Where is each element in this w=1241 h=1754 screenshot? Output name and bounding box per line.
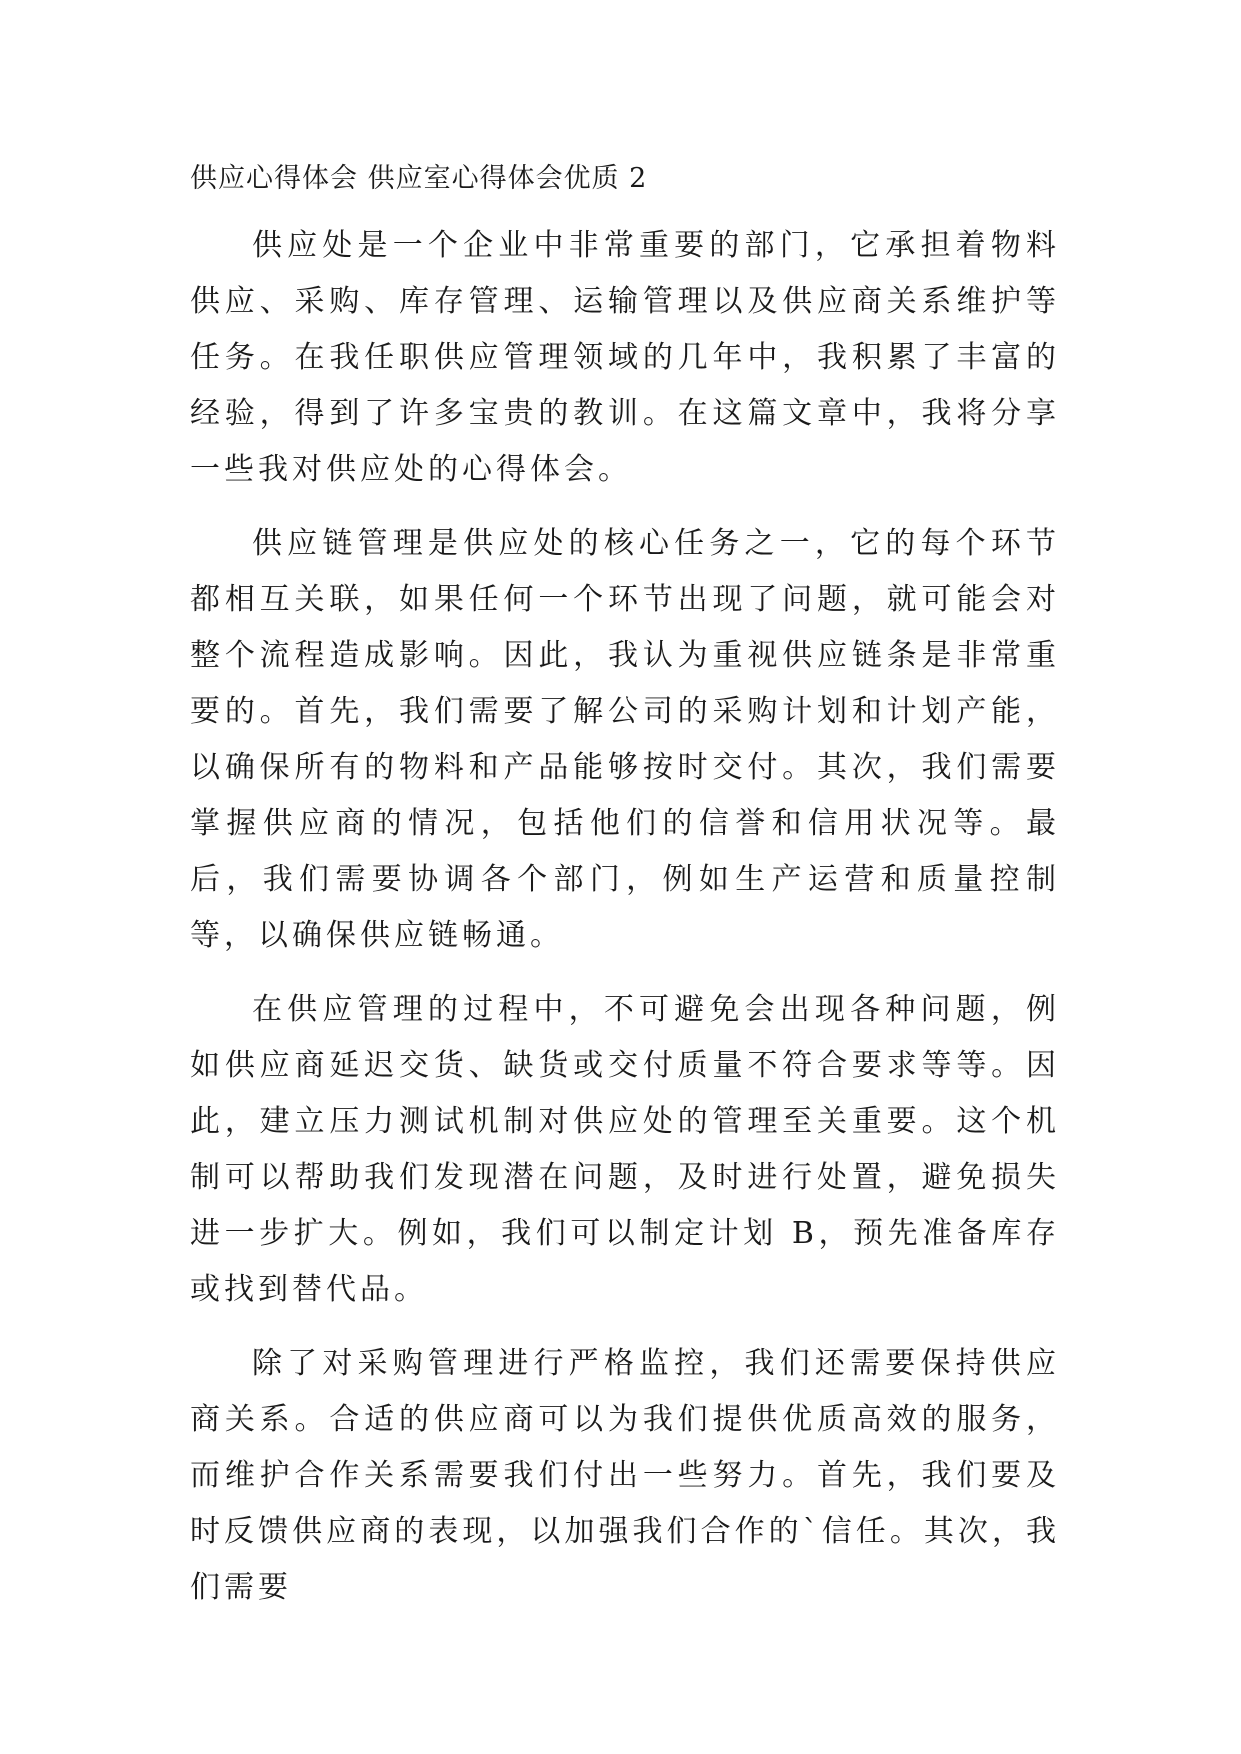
paragraph-3: 在供应管理的过程中，不可避免会出现各种问题，例如供应商延迟交货、缺货或交付质量不符合要求等等。因此，建立压力测试机制对供应处的管理至关重要。这个机制可以帮助我们发现潜在问题，及时进行处置，避免损失进一步扩大。例如，我们可以制定计划 B，预先准备库存或找到替代品。 — [190, 992, 1060, 1307]
paragraph-4: 除了对采购管理进行严格监控，我们还需要保持供应商关系。合适的供应商可以为我们提供优质高效的服务，而维护合作关系需要我们付出一些努力。首先，我们要及时反馈供应商的表现，以加强我们合作的`信任。其次，我们需要 — [190, 1346, 1060, 1605]
document-body — [190, 162, 1060, 1634]
paragraph-2: 供应链管理是供应处的核心任务之一，它的每个环节都相互关联，如果任何一个环节出现了问题，就可能会对整个流程造成影响。因此，我认为重视供应链条是非常重要的。首先，我们需要了解公司的采购计划和计划产能，以确保所有的物料和产品能够按时交付。其次，我们需要掌握供应商的情况，包括他们的信誉和信用状况等。最后，我们需要协调各个部门，例如生产运营和质量控制等，以确保供应链畅通。 — [190, 526, 1060, 953]
paragraph-1: 供应处是一个企业中非常重要的部门，它承担着物料供应、采购、库存管理、运输管理以及供应商关系维护等任务。在我任职供应管理领域的几年中，我积累了丰富的经验，得到了许多宝贵的教训。在这篇文章中，我将分享一些我对供应处的心得体会。 — [190, 228, 1060, 487]
document-title: 供应心得体会 供应室心得体会优质 2 — [190, 163, 648, 194]
